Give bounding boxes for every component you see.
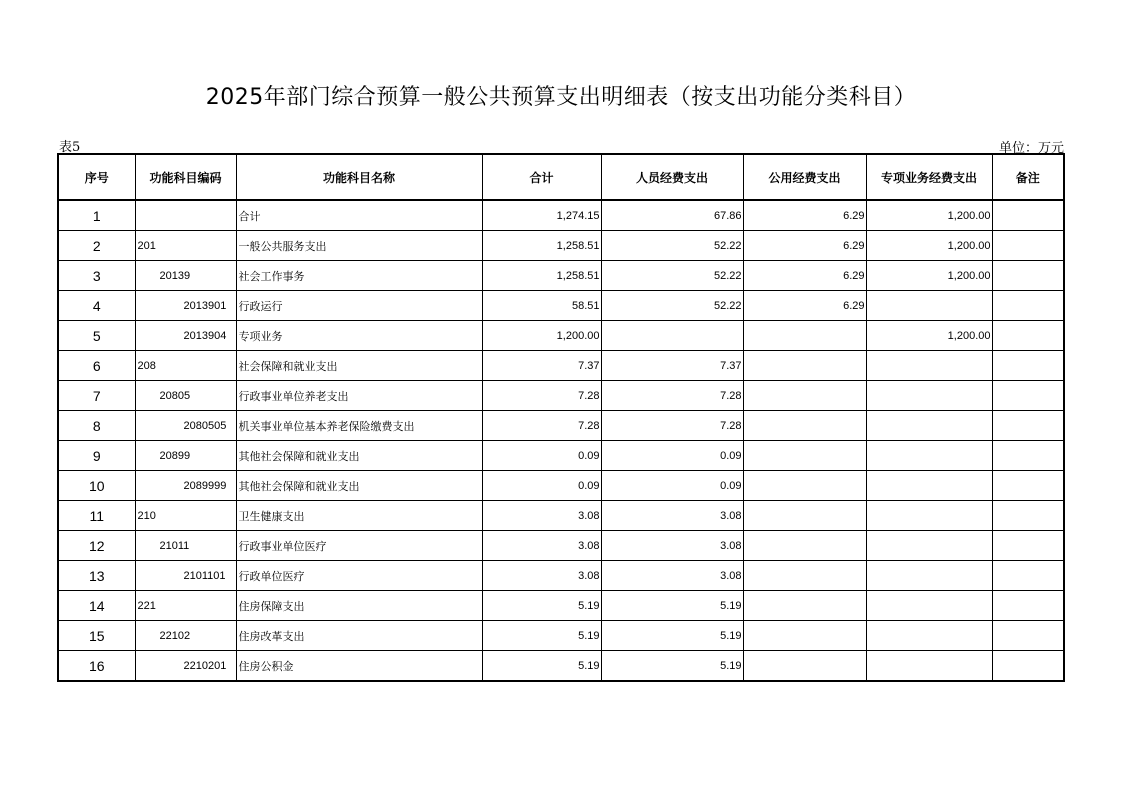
cell-public: [743, 651, 866, 682]
cell-personnel: 7.37: [601, 351, 743, 381]
cell-seq: 2: [58, 231, 135, 261]
table-row: [58, 231, 1064, 261]
cell-total: 7.28: [482, 381, 601, 411]
table-body: [58, 200, 1064, 681]
header-public: 公用经费支出: [743, 154, 866, 200]
cell-code: [135, 200, 236, 231]
cell-special: 1,200.00: [866, 231, 992, 261]
table-row: [58, 621, 1064, 651]
cell-special: [866, 591, 992, 621]
cell-name: 行政事业单位养老支出: [236, 381, 482, 411]
cell-code: 221: [135, 591, 236, 621]
table-number: 表5: [59, 140, 81, 155]
cell-public: 6.29: [743, 231, 866, 261]
table-row: [58, 411, 1064, 441]
header-name: 功能科目名称: [236, 154, 482, 200]
unit-label: 单位：万元: [998, 141, 1064, 156]
cell-seq: 8: [58, 411, 135, 441]
cell-remark: [992, 531, 1064, 561]
cell-code: 20139: [135, 261, 236, 291]
cell-code: 210: [135, 501, 236, 531]
cell-total: 5.19: [482, 651, 601, 682]
cell-code: 2013904: [135, 321, 236, 351]
cell-code: 2080505: [135, 411, 236, 441]
cell-total: 58.51: [482, 291, 601, 321]
cell-name: 住房公积金: [236, 651, 482, 682]
cell-special: 1,200.00: [866, 200, 992, 231]
cell-seq: 13: [58, 561, 135, 591]
cell-seq: 1: [58, 200, 135, 231]
cell-special: [866, 501, 992, 531]
cell-public: [743, 561, 866, 591]
cell-seq: 9: [58, 441, 135, 471]
cell-remark: [992, 621, 1064, 651]
header-code: 功能科目编码: [135, 154, 236, 200]
table-row: [58, 200, 1064, 231]
cell-public: [743, 531, 866, 561]
cell-remark: [992, 200, 1064, 231]
table-row: [58, 261, 1064, 291]
cell-total: 7.28: [482, 411, 601, 441]
table-row: [58, 501, 1064, 531]
cell-special: [866, 441, 992, 471]
cell-special: [866, 351, 992, 381]
cell-name: 卫生健康支出: [236, 501, 482, 531]
cell-remark: [992, 321, 1064, 351]
cell-code: 20805: [135, 381, 236, 411]
cell-remark: [992, 261, 1064, 291]
budget-table: [57, 153, 1065, 682]
cell-personnel: 7.28: [601, 411, 743, 441]
cell-special: [866, 621, 992, 651]
table-row: [58, 561, 1064, 591]
cell-name: 社会工作事务: [236, 261, 482, 291]
table-row: [58, 651, 1064, 682]
header-personnel: 人员经费支出: [601, 154, 743, 200]
cell-personnel: 52.22: [601, 261, 743, 291]
cell-personnel: 5.19: [601, 591, 743, 621]
cell-remark: [992, 411, 1064, 441]
cell-name: 行政单位医疗: [236, 561, 482, 591]
cell-code: 22102: [135, 621, 236, 651]
cell-name: 社会保障和就业支出: [236, 351, 482, 381]
cell-remark: [992, 651, 1064, 682]
table-row: [58, 381, 1064, 411]
header-seq: 序号: [58, 154, 135, 200]
cell-code: 2210201: [135, 651, 236, 682]
cell-name: 住房改革支出: [236, 621, 482, 651]
cell-seq: 10: [58, 471, 135, 501]
cell-personnel: 0.09: [601, 441, 743, 471]
cell-remark: [992, 561, 1064, 591]
cell-name: 一般公共服务支出: [236, 231, 482, 261]
cell-personnel: 3.08: [601, 531, 743, 561]
cell-public: [743, 591, 866, 621]
cell-total: 0.09: [482, 441, 601, 471]
cell-name: 专项业务: [236, 321, 482, 351]
cell-name: 其他社会保障和就业支出: [236, 441, 482, 471]
cell-remark: [992, 231, 1064, 261]
cell-total: 1,274.15: [482, 200, 601, 231]
cell-total: 1,258.51: [482, 231, 601, 261]
cell-total: 7.37: [482, 351, 601, 381]
cell-special: [866, 381, 992, 411]
cell-public: 6.29: [743, 291, 866, 321]
cell-name: 合计: [236, 200, 482, 231]
cell-remark: [992, 501, 1064, 531]
cell-personnel: 7.28: [601, 381, 743, 411]
cell-special: [866, 411, 992, 441]
cell-code: 201: [135, 231, 236, 261]
cell-name: 行政事业单位医疗: [236, 531, 482, 561]
cell-name: 行政运行: [236, 291, 482, 321]
cell-code: 2101101: [135, 561, 236, 591]
table-row: [58, 591, 1064, 621]
table-row: [58, 321, 1064, 351]
cell-code: 2013901: [135, 291, 236, 321]
table-row: [58, 531, 1064, 561]
cell-code: 2089999: [135, 471, 236, 501]
cell-seq: 16: [58, 651, 135, 682]
cell-special: 1,200.00: [866, 261, 992, 291]
cell-name: 机关事业单位基本养老保险缴费支出: [236, 411, 482, 441]
table-row: [58, 351, 1064, 381]
cell-remark: [992, 351, 1064, 381]
cell-seq: 11: [58, 501, 135, 531]
cell-code: 20899: [135, 441, 236, 471]
cell-special: 1,200.00: [866, 321, 992, 351]
table-row: [58, 291, 1064, 321]
cell-name: 其他社会保障和就业支出: [236, 471, 482, 501]
cell-remark: [992, 441, 1064, 471]
cell-public: [743, 441, 866, 471]
header-total: 合计: [482, 154, 601, 200]
table-row: [58, 441, 1064, 471]
cell-special: [866, 291, 992, 321]
cell-seq: 3: [58, 261, 135, 291]
cell-total: 3.08: [482, 501, 601, 531]
cell-public: 6.29: [743, 261, 866, 291]
cell-special: [866, 471, 992, 501]
cell-name: 住房保障支出: [236, 591, 482, 621]
cell-remark: [992, 471, 1064, 501]
cell-seq: 14: [58, 591, 135, 621]
cell-special: [866, 651, 992, 682]
table-header-row: [58, 154, 1064, 200]
cell-public: [743, 321, 866, 351]
cell-personnel: 52.22: [601, 291, 743, 321]
cell-total: 5.19: [482, 621, 601, 651]
cell-personnel: 52.22: [601, 231, 743, 261]
cell-special: [866, 561, 992, 591]
cell-personnel: 5.19: [601, 621, 743, 651]
cell-seq: 15: [58, 621, 135, 651]
cell-seq: 4: [58, 291, 135, 321]
cell-code: 208: [135, 351, 236, 381]
cell-personnel: 3.08: [601, 501, 743, 531]
cell-total: 5.19: [482, 591, 601, 621]
cell-personnel: 67.86: [601, 200, 743, 231]
cell-total: 1,258.51: [482, 261, 601, 291]
cell-total: 0.09: [482, 471, 601, 501]
cell-code: 21011: [135, 531, 236, 561]
cell-special: [866, 531, 992, 561]
cell-public: [743, 621, 866, 651]
cell-personnel: 0.09: [601, 471, 743, 501]
page-title: 2025年部门综合预算一般公共预算支出明细表（按支出功能分类科目）: [205, 85, 917, 110]
cell-remark: [992, 591, 1064, 621]
cell-total: 1,200.00: [482, 321, 601, 351]
cell-seq: 7: [58, 381, 135, 411]
cell-personnel: [601, 321, 743, 351]
cell-personnel: 5.19: [601, 651, 743, 682]
header-special: 专项业务经费支出: [866, 154, 992, 200]
cell-remark: [992, 291, 1064, 321]
cell-total: 3.08: [482, 531, 601, 561]
cell-public: 6.29: [743, 200, 866, 231]
cell-seq: 6: [58, 351, 135, 381]
cell-public: [743, 501, 866, 531]
cell-seq: 12: [58, 531, 135, 561]
cell-public: [743, 471, 866, 501]
cell-public: [743, 381, 866, 411]
cell-public: [743, 411, 866, 441]
cell-remark: [992, 381, 1064, 411]
cell-total: 3.08: [482, 561, 601, 591]
table-row: [58, 471, 1064, 501]
cell-personnel: 3.08: [601, 561, 743, 591]
header-remark: 备注: [992, 154, 1064, 200]
cell-public: [743, 351, 866, 381]
cell-seq: 5: [58, 321, 135, 351]
